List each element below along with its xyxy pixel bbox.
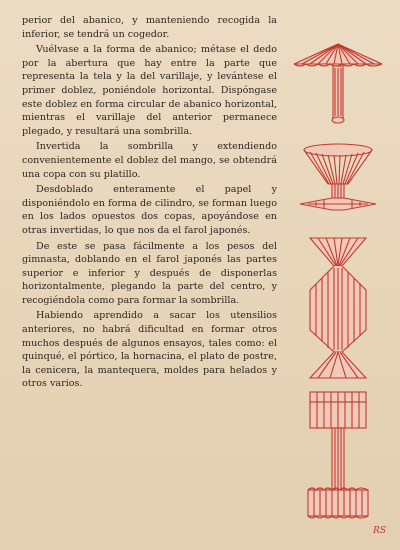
copa-icon [288,138,388,228]
paragraph-3: Invertida la sombrilla y extendiendo convenientemente el doblez del mango, se obtendrá una copa con su platillo. [22,141,277,180]
artist-signature: RS [373,526,386,536]
paragraph-4: Desdoblado enteramente el papel y disponiéndolo en forma de cilindro, se forman luego en los lados opuestos dos copas, apoyándose en otras invertidas, lo que nos da el farol japonés. [22,184,277,236]
paragraph-1: perior del abanico, y manteniendo recogida la inferior, se tendrá un cogedor. [22,15,277,40]
text-column [22,14,277,393]
paragraph-2: Vuélvase a la forma de abanico; métase el dedo por la abertura que hay entre la parte que representa la tela y la del varillaje, y levántese el primer doblez, poniéndole horizontal. Dispóngase este doblez en forma circular de abanico horizontal, mientras el varillaje del anterior permanece plegado, y resultará una sombrilla. [22,44,277,137]
illustrations-column [288,20,388,540]
paragraph-5: De este se pasa fácilmente a los pesos del gimnasta, doblando en el farol japonés las partes superior e inferior y después de disponerlas horizontalmente, plegando la parte del centro, y recogiéndola como para formar la sombrilla. [22,240,277,306]
sombrilla-icon [288,38,388,128]
pesos-gimnasta-icon [288,386,388,536]
farol-japones-icon [288,232,388,382]
paragraph-6: Habiendo aprendido a sacar los utensilios anteriores, no habrá dificultad en formar otros muchos después de algunos ensayos, tales como: el quinqué, el pórtico, la hornacina, el plato de postre, la cenicera, la mantequera, moldes para helados y otros varios. [22,310,277,390]
